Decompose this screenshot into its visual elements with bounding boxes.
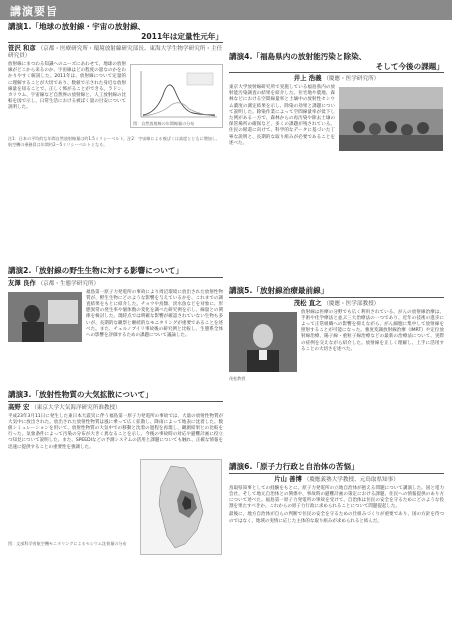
- lecture-3-speaker-affiliation: （東京大学大気海洋研究所准教授）: [31, 404, 121, 411]
- lecture-4-title-line1: 講演4.「福島県内の放射能汚染と除染、: [229, 52, 367, 61]
- lecture-2-photo: [8, 292, 82, 342]
- lecture-2-heading: [8, 266, 223, 278]
- lecture-6-body-2: 最後に、地方自治体が自らの判断で住民の安全を守るための仕組みづくりが重要であり、国の方針を待つのではなく、地域の実情に応じた主体的な取り組みが求められると結んだ。: [229, 512, 444, 524]
- lecture-2-photo-graphic: [8, 292, 82, 342]
- lecture-4-photo: [339, 87, 443, 151]
- lecture-2-body: 福島第一原子力発電所の事故により周辺環境に放出された放射性物質が、野生生物にどのような影響を与えているかを、これまでの調査結果をもとに紹介した。チョウや鳥類、淡水魚などを対象に、形態異常の発生率や個体数の変化を調べた研究例を示し、線量との関係を検討した。現時点では明確な影響が確認されていない生物も多いが、長期的な観察と継続的なモニタリングが重要であることを述べた。また、チェルノブイリ事故後の研究例と比較し、生態系全体への影響を評価するための課題について議論した。: [86, 289, 223, 338]
- lecture-1: [8, 22, 223, 162]
- lecture-5-body: 放射線は医療の分野でも広く利用されている。がんの放射線治療は、手術や化学療法と並ぶ三大治療法の一つであり、近年の技術の進歩によって正常組織への影響を抑えながら、がん細胞に集中して放射線を照射することが可能になった。強度変調放射線治療（IMRT）や定位放射線治療、陽子線・重粒子線治療などの最新の治療法について、実際の症例を交えながら紹介した。放射線を正しく理解し、上手に活用することの大切さを述べた。: [301, 309, 444, 352]
- lecture-5: [229, 286, 444, 418]
- lecture-1-heading: [8, 22, 223, 43]
- lecture-5-speaker-name: 茂松 直之: [293, 298, 322, 307]
- lecture-4-speaker: [229, 75, 444, 83]
- lecture-1-notes: 注1：日本の平均的な年間自然放射線量は約1.5ミリシーベルト。注2：宇宙線による被ばくは高度とともに増加し、航空機の乗務員は年間約2〜5ミリシーベルトとなる。: [8, 136, 220, 147]
- lecture-4-photo-graphic: [339, 87, 443, 151]
- lecture-2-title: 講演2.「放射線の野生生物に対する影響について」: [8, 266, 184, 275]
- lecture-6-heading: [229, 462, 444, 474]
- lecture-3-speaker: [8, 404, 223, 412]
- lecture-4-body: 東京大学放射線研究所で実施している福島県内の放射能汚染調査の結果を紹介した。住宅地や農地、森林などにおける空間線量率と土壌中の放射性セシウム濃度の測定結果を示し、除染の効果と課題について説明した。除染作業によって空間線量率が低下した例がある一方で、森林からの再汚染や除去土壌の保管場所の確保など、多くの課題が残されている。住民の帰還に向けて、科学的なデータに基づいた丁寧な説明と、長期的な取り組みが必要であることを述べた。: [229, 85, 335, 146]
- lecture-1-speaker: [8, 45, 223, 60]
- lecture-6-speaker: [229, 476, 444, 484]
- lecture-3-map-figure: [140, 459, 222, 555]
- lecture-3: [8, 390, 223, 563]
- lecture-6-body: 鳥取県知事としての経験をもとに、原子力発電所の立地自治体が抱える問題について講演した。国と電力会社、そして地元自治体との関係や、事故時の避難計画の策定における課題、住民への情報提供のあり方について述べた。福島第一原子力発電所の事故を受けて、自治体は住民の安全を守るためにどのような役割を果たすべきか、これからの原子力行政に求められることについて問題提起した。: [229, 485, 444, 510]
- lecture-5-photo-graphic: [229, 312, 297, 372]
- lecture-4-speaker-affiliation: （慶應・医学研究所）: [323, 76, 380, 82]
- lecture-1-figure-caption: 図：自然放射線の年間線量の分布: [133, 120, 195, 126]
- page-header: [0, 0, 452, 20]
- lecture-5-speaker: [229, 300, 444, 308]
- lecture-3-speaker-name: 高野 宏: [8, 402, 30, 411]
- lecture-5-title: 講演5.「放射線治療最前線」: [229, 286, 329, 295]
- lecture-6: [229, 462, 444, 527]
- lecture-3-title: 講演3.「放射性物質の大気拡散について」: [8, 390, 153, 399]
- lecture-1-speaker-name: 笹沢 和彦: [8, 44, 36, 52]
- lecture-5-heading: [229, 286, 444, 298]
- lecture-1-body: 放射線にまつわる知識へのニーズにあわせて、地球の放射線がどこから来るのか、宇宙線はどの程度の量なのかをわかりやすく解説した。2011年は、放射線について定量的に理解することが大切であり、数値で示された身近な放射線量を知ることで、正しく怖がることができる。ラドン、カリウム、宇宙線など自然界の放射線と、人工放射線の比較を図で示し、日常生活における被ばく量の目安について説明した。: [8, 62, 126, 111]
- lecture-3-map-graphic: [141, 460, 221, 554]
- page-title: 講演要旨: [10, 5, 58, 18]
- lecture-6-speaker-name: 片山 善博: [274, 474, 302, 483]
- lecture-1-chart-figure: [130, 64, 223, 128]
- lecture-4: [229, 52, 444, 225]
- lecture-3-heading: [8, 390, 223, 402]
- lecture-4-speaker-name: 井上 浩義: [293, 74, 322, 82]
- lecture-2-speaker-affiliation: （京都・生態学研究所）: [37, 280, 100, 287]
- lecture-1-title-line2: 2011年は定量性元年」: [141, 31, 223, 41]
- lecture-3-body: 平成23年3月11日に発生した東日本大震災に伴う福島第一原子力発電所の事故では、大量の放射性物質が大気中に放出された。放出された放射性物質は風に乗って広く拡散し、降雨によって地表に沈着した。数値シミュレーションを用いて、放射性物質の大気中での移動と沈着の過程を再現し、観測結果との比較を行った。気象条件によって汚染の分布が大きく異なることを示し、今後の事故時の対応や避難計画に役立つ知見について説明した。また、SPEEDIなどの予測システムの活用と課題についても触れ、正確な情報を迅速に提供することの重要性を強調した。: [8, 413, 223, 450]
- lecture-6-title: 講演6.「原子力行政と自治体の苦悩」: [229, 462, 359, 471]
- lecture-5-photo-caption: 茂松教授: [229, 375, 246, 381]
- lecture-1-chart-graphic: [131, 65, 222, 127]
- lecture-2-speaker-name: 友澤 良作: [8, 278, 36, 287]
- lecture-1-speaker-affiliation: （京都・医療研究所・環境放射線研究部長、東海大学生物学研究所・主任研究員）: [8, 46, 223, 59]
- lecture-3-caption: 図：文部科学省航空機モニタリングによるセシウム沈着量の分布: [8, 540, 127, 546]
- lecture-4-title-line2: そして今後の課題」: [375, 61, 444, 71]
- lecture-4-heading: [229, 52, 444, 73]
- lecture-2: [8, 266, 223, 384]
- lecture-5-photo: [229, 312, 297, 372]
- lecture-2-speaker: [8, 280, 223, 288]
- lecture-1-title-line1: 講演1.「地球の放射線・宇宙の放射線、: [8, 22, 146, 31]
- lecture-6-speaker-affiliation: （慶應義塾大学教授、元鳥取県知事）: [303, 476, 399, 483]
- lecture-5-speaker-affiliation: （慶應・医学部教授）: [323, 300, 380, 307]
